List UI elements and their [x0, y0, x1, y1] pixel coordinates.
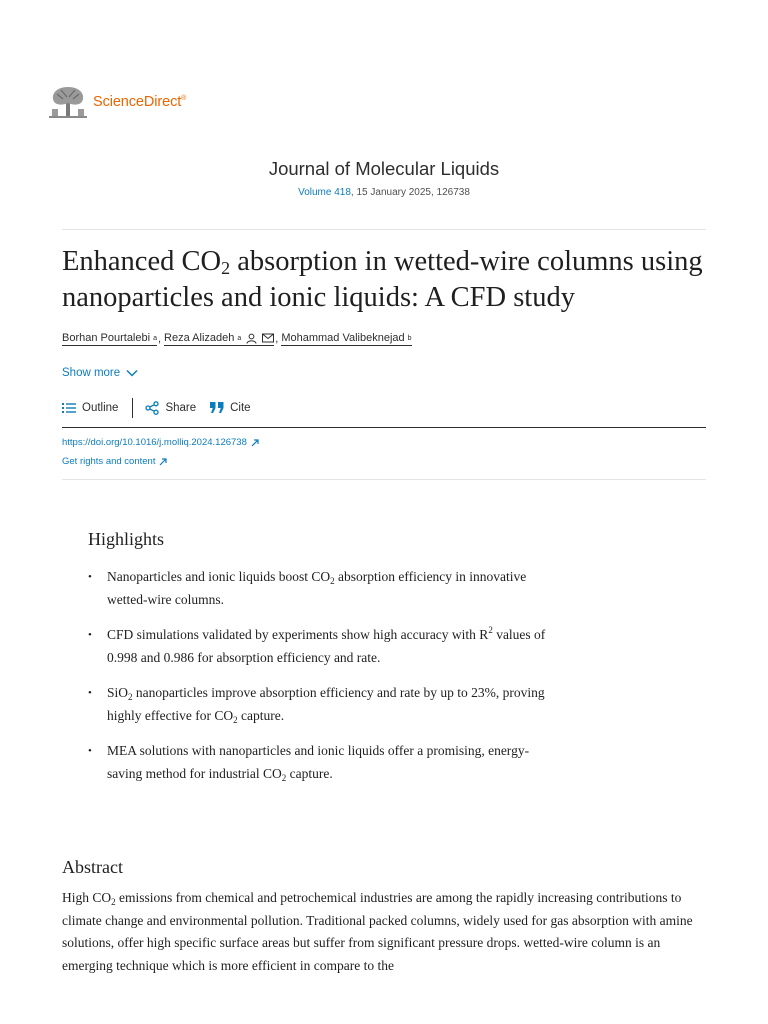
- bullet: •: [88, 629, 92, 641]
- abstract-text: High $CO_2$ emissions from chemical and petrochemical industries are among the rapidly increasing contributions to climate change and environmental pollution. Traditional packed columns, widely used for gas absorption with amine solutions, offer high specific surface areas but suffer from significant pressure drops. wetted-wire column is an emerging technique which is more efficient in compare to the: [62, 890, 693, 973]
- logo-wordmark: ScienceDirect®: [93, 94, 187, 110]
- divider: [62, 479, 706, 480]
- cite-button[interactable]: Cite: [210, 402, 250, 414]
- author-link[interactable]: Borhan Pourtalebi a: [62, 332, 157, 344]
- external-arrow-icon: [159, 458, 167, 466]
- issue-date: , 15 January 2025, 126738: [350, 187, 470, 198]
- chevron-down-icon: [126, 369, 138, 377]
- list-item: • Nanoparticles and ionic liquids boost $CO_2$ absorption efficiency in innovative wetted-wire columns.: [88, 566, 548, 611]
- person-icon: [246, 333, 257, 344]
- bullet: •: [88, 687, 92, 699]
- highlights-heading: Highlights: [88, 529, 165, 549]
- email-icon: [262, 333, 274, 343]
- list-icon: [62, 402, 76, 414]
- show-more-button[interactable]: Show more: [62, 367, 138, 379]
- author-link[interactable]: Reza Alizadeh a: [164, 332, 274, 346]
- journal-name[interactable]: Journal of Molecular Liquids: [268, 158, 500, 179]
- bullet: •: [88, 745, 92, 757]
- bullet: •: [88, 571, 92, 583]
- toolbar-rule: [62, 427, 706, 428]
- list-item: • CFD simulations validated by experiments show high accuracy with $R^2$ values of 0.998 and 0.986 for absorption efficiency and rate.: [88, 625, 546, 665]
- share-button[interactable]: Share: [145, 401, 196, 415]
- list-item: • MEA solutions with nanoparticles and ionic liquids offer a promising, energy-saving method for industrial $CO_2$ capture.: [88, 740, 548, 785]
- list-item: • SiO$_2$ nanoparticles improve absorption efficiency and rate by up to 23%, proving highly effective for $CO_2$ capture.: [88, 682, 548, 727]
- author-link[interactable]: Mohammad Valibeknejad b: [281, 332, 412, 344]
- journal-meta: [0, 187, 768, 198]
- abstract-heading: Abstract: [62, 857, 123, 877]
- toolbar-separator: [132, 398, 133, 418]
- article-title: Enhanced $CO_2$ absorption in wetted-wire columns using nanoparticles and ionic liquids: A CFD study: [62, 246, 703, 313]
- article-toolbar: [62, 398, 251, 418]
- doi-link[interactable]: https://doi.org/10.1016/j.molliq.2024.126738: [62, 437, 259, 448]
- outline-button[interactable]: Outline: [62, 402, 118, 414]
- share-icon: [145, 401, 159, 415]
- elsevier-tree-icon: [49, 85, 87, 119]
- quote-icon: [210, 402, 224, 414]
- volume-link[interactable]: Volume 418: [298, 187, 351, 198]
- author-list: Borhan Pourtalebi a , Reza Alizadeh a , Mohammad Valibeknejad b: [62, 332, 412, 345]
- highlights-list: [88, 566, 548, 798]
- rights-link[interactable]: Get rights and content: [62, 456, 167, 467]
- sciencedirect-logo[interactable]: [49, 85, 186, 119]
- external-arrow-icon: [251, 439, 259, 447]
- divider: [62, 229, 706, 230]
- registered-mark: ®: [181, 95, 187, 103]
